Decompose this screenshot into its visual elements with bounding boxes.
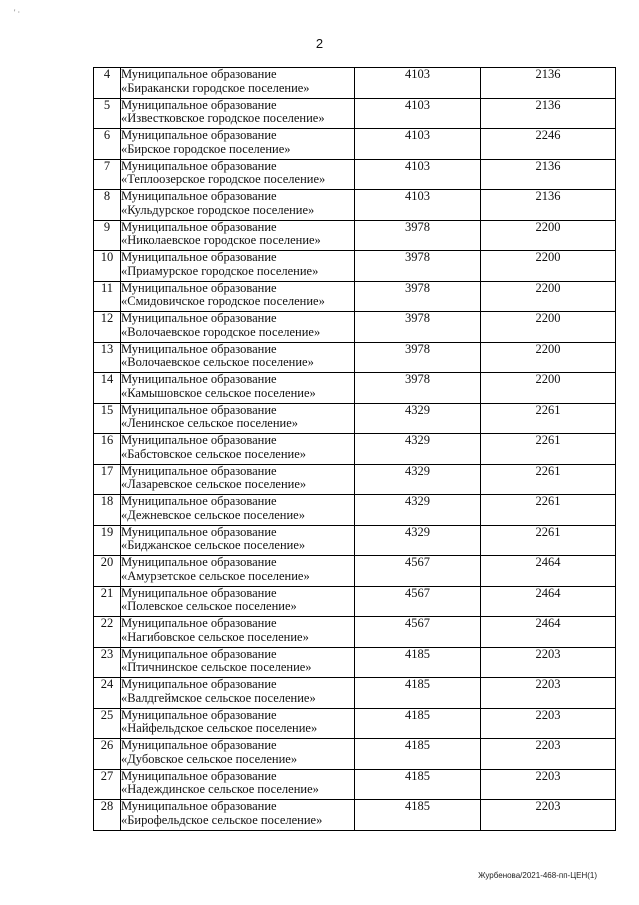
value-cell-2 bbox=[481, 647, 616, 678]
table-row bbox=[94, 403, 616, 434]
municipality-name: «Биджанское сельское поселение» bbox=[121, 538, 306, 552]
value-1: 3978 bbox=[405, 250, 430, 264]
value-1: 4185 bbox=[405, 646, 430, 661]
value-cell-1 bbox=[355, 98, 481, 129]
row-number: 9 bbox=[103, 219, 111, 234]
table-row bbox=[94, 190, 616, 221]
municipality-name-cell bbox=[121, 464, 355, 495]
municipality-name-cell bbox=[121, 739, 355, 770]
table-row bbox=[94, 373, 616, 404]
municipality-type: Муниципальное образование bbox=[121, 799, 277, 813]
municipality-type: Муниципальное образование bbox=[121, 128, 277, 142]
row-number-cell bbox=[94, 403, 121, 434]
municipality-type: Муниципальное образование bbox=[121, 738, 277, 752]
row-number: 21 bbox=[100, 585, 114, 600]
row-number: 7 bbox=[103, 158, 111, 173]
value-cell-1 bbox=[355, 708, 481, 739]
row-number-cell bbox=[94, 678, 121, 709]
municipality-name-cell bbox=[121, 220, 355, 251]
value-2: 2203 bbox=[535, 646, 561, 661]
value-cell-2 bbox=[481, 68, 616, 99]
value-cell-2 bbox=[481, 403, 616, 434]
municipality-name-cell bbox=[121, 800, 355, 831]
municipality-name-cell bbox=[121, 617, 355, 648]
municipality-name-cell bbox=[121, 98, 355, 129]
row-number-cell bbox=[94, 129, 121, 160]
value-cell-2 bbox=[481, 769, 616, 800]
municipality-name: «Волочаевское городское поселение» bbox=[121, 324, 321, 339]
row-number-cell bbox=[94, 220, 121, 251]
table-row bbox=[94, 312, 616, 343]
value-cell-1 bbox=[355, 678, 481, 709]
value-1: 4103 bbox=[405, 128, 430, 142]
value-cell-2 bbox=[481, 617, 616, 648]
value-cell-1 bbox=[355, 403, 481, 434]
value-1: 4185 bbox=[405, 738, 430, 752]
value-2: 2203 bbox=[535, 738, 561, 752]
municipality-name: «Бабстовское сельское поселение» bbox=[121, 446, 307, 461]
municipality-name-cell bbox=[121, 678, 355, 709]
municipality-name-cell bbox=[121, 129, 355, 160]
municipality-name: «Лазаревское сельское поселение» bbox=[121, 477, 307, 491]
row-number-cell bbox=[94, 342, 121, 373]
value-1: 4103 bbox=[405, 158, 430, 173]
value-2: 2136 bbox=[535, 158, 561, 173]
municipality-name-cell bbox=[121, 586, 355, 617]
value-cell-2 bbox=[481, 464, 616, 495]
municipality-name-cell bbox=[121, 495, 355, 526]
value-cell-2 bbox=[481, 220, 616, 251]
municipality-name-cell bbox=[121, 769, 355, 800]
municipality-name-cell bbox=[121, 434, 355, 465]
value-cell-1 bbox=[355, 68, 481, 99]
row-number-cell bbox=[94, 281, 121, 312]
row-number: 15 bbox=[100, 402, 114, 417]
municipality-name-cell bbox=[121, 556, 355, 587]
scan-corner-mark: ' · bbox=[14, 8, 21, 17]
municipality-name: «Ленинское сельское поселение» bbox=[121, 416, 299, 430]
value-2: 2261 bbox=[535, 463, 561, 478]
municipality-type: Муниципальное образование bbox=[121, 433, 277, 447]
municipality-name-cell bbox=[121, 525, 355, 556]
value-2: 2464 bbox=[535, 585, 561, 600]
row-number-cell bbox=[94, 617, 121, 648]
municipality-name: «Волочаевское сельское поселение» bbox=[121, 355, 314, 369]
table-row bbox=[94, 129, 616, 160]
municipality-type: Муниципальное образование bbox=[121, 616, 277, 630]
municipality-name: «Камышовское сельское поселение» bbox=[121, 385, 316, 400]
value-1: 4103 bbox=[405, 189, 430, 203]
value-1: 4567 bbox=[405, 585, 430, 600]
value-cell-2 bbox=[481, 678, 616, 709]
value-cell-1 bbox=[355, 129, 481, 160]
municipality-name: «Нагибовское сельское поселение» bbox=[121, 629, 309, 644]
value-1: 3978 bbox=[405, 311, 430, 325]
table-row bbox=[94, 159, 616, 190]
municipality-type: Муниципальное образование bbox=[121, 280, 277, 295]
row-number-cell bbox=[94, 68, 121, 99]
value-2: 2136 bbox=[535, 97, 561, 112]
municipality-name-cell bbox=[121, 281, 355, 312]
row-number: 20 bbox=[100, 555, 114, 569]
row-number: 18 bbox=[100, 494, 114, 508]
municipality-name: «Смидовичское городское поселение» bbox=[121, 294, 325, 308]
table-row bbox=[94, 525, 616, 556]
value-cell-1 bbox=[355, 769, 481, 800]
value-cell-1 bbox=[355, 281, 481, 312]
municipality-type: Муниципальное образование bbox=[121, 768, 277, 783]
municipality-name: «Николаевское городское поселение» bbox=[121, 233, 321, 247]
municipality-type: Муниципальное образование bbox=[121, 250, 277, 264]
table-row bbox=[94, 220, 616, 251]
value-cell-1 bbox=[355, 525, 481, 556]
row-number-cell bbox=[94, 769, 121, 800]
municipality-type: Муниципальное образование bbox=[121, 677, 277, 691]
municipality-name: «Известковское городское поселение» bbox=[121, 111, 325, 125]
municipality-name: «Бирофельдское сельское поселение» bbox=[121, 812, 323, 827]
value-2: 2261 bbox=[535, 524, 561, 539]
value-2: 2200 bbox=[535, 311, 561, 325]
value-cell-2 bbox=[481, 190, 616, 221]
document-footer-code: Журбенова/2021-468-пп-ЦЕН(1) bbox=[478, 871, 597, 880]
value-1: 4185 bbox=[405, 768, 430, 783]
value-1: 3978 bbox=[405, 219, 430, 234]
value-cell-2 bbox=[481, 739, 616, 770]
table-row bbox=[94, 617, 616, 648]
municipality-name: «Биракански городское поселение» bbox=[121, 80, 310, 95]
table-row bbox=[94, 68, 616, 99]
row-number: 6 bbox=[103, 128, 111, 142]
table-row bbox=[94, 434, 616, 465]
row-number: 14 bbox=[100, 372, 114, 386]
value-cell-1 bbox=[355, 220, 481, 251]
row-number-cell bbox=[94, 708, 121, 739]
row-number: 19 bbox=[100, 524, 114, 539]
row-number: 25 bbox=[100, 707, 114, 722]
row-number-cell bbox=[94, 373, 121, 404]
row-number: 16 bbox=[100, 433, 114, 447]
municipality-name: «Приамурское городское поселение» bbox=[121, 263, 319, 278]
municipality-type: Муниципальное образование bbox=[121, 311, 277, 325]
row-number: 4 bbox=[103, 67, 111, 81]
value-2: 2261 bbox=[535, 402, 561, 417]
value-cell-1 bbox=[355, 251, 481, 282]
value-2: 2464 bbox=[535, 616, 561, 630]
municipality-name: «Дубовское сельское поселение» bbox=[121, 751, 298, 766]
municipality-table bbox=[93, 67, 616, 831]
value-2: 2261 bbox=[535, 494, 561, 508]
table-row bbox=[94, 556, 616, 587]
value-2: 2200 bbox=[535, 372, 561, 386]
value-1: 4103 bbox=[405, 97, 430, 112]
municipality-name: «Дежневское сельское поселение» bbox=[121, 507, 305, 522]
row-number: 8 bbox=[103, 189, 111, 203]
row-number: 23 bbox=[100, 646, 114, 661]
municipality-name-cell bbox=[121, 647, 355, 678]
value-cell-2 bbox=[481, 98, 616, 129]
value-cell-1 bbox=[355, 739, 481, 770]
row-number-cell bbox=[94, 495, 121, 526]
municipality-type: Муниципальное образование bbox=[121, 524, 277, 539]
municipality-type: Муниципальное образование bbox=[121, 646, 277, 661]
value-1: 4329 bbox=[405, 433, 430, 447]
municipality-name: «Надеждинское сельское поселение» bbox=[121, 782, 319, 796]
value-cell-1 bbox=[355, 495, 481, 526]
row-number-cell bbox=[94, 159, 121, 190]
row-number-cell bbox=[94, 190, 121, 221]
value-cell-1 bbox=[355, 373, 481, 404]
value-1: 4103 bbox=[405, 67, 430, 81]
table-row bbox=[94, 586, 616, 617]
row-number-cell bbox=[94, 464, 121, 495]
value-cell-2 bbox=[481, 525, 616, 556]
value-1: 4185 bbox=[405, 677, 430, 691]
value-cell-1 bbox=[355, 434, 481, 465]
value-cell-1 bbox=[355, 647, 481, 678]
value-2: 2464 bbox=[535, 555, 561, 569]
municipality-name-cell bbox=[121, 251, 355, 282]
municipality-name-cell bbox=[121, 159, 355, 190]
value-1: 4329 bbox=[405, 402, 430, 417]
municipality-name: «Кульдурское городское поселение» bbox=[121, 202, 315, 217]
value-1: 3978 bbox=[405, 341, 430, 356]
value-cell-1 bbox=[355, 190, 481, 221]
row-number: 11 bbox=[100, 280, 114, 295]
municipality-name: «Бирское городское поселение» bbox=[121, 141, 291, 156]
value-1: 4185 bbox=[405, 707, 430, 722]
row-number: 17 bbox=[100, 463, 114, 478]
row-number: 22 bbox=[100, 616, 114, 630]
value-cell-1 bbox=[355, 159, 481, 190]
municipality-name-cell bbox=[121, 373, 355, 404]
value-1: 4329 bbox=[405, 524, 430, 539]
table-row bbox=[94, 708, 616, 739]
value-cell-2 bbox=[481, 800, 616, 831]
value-cell-1 bbox=[355, 556, 481, 587]
value-1: 4329 bbox=[405, 463, 430, 478]
table-row bbox=[94, 251, 616, 282]
table-row bbox=[94, 98, 616, 129]
value-cell-2 bbox=[481, 129, 616, 160]
value-cell-2 bbox=[481, 586, 616, 617]
municipality-type: Муниципальное образование bbox=[121, 67, 277, 81]
value-cell-2 bbox=[481, 495, 616, 526]
municipality-type: Муниципальное образование bbox=[121, 555, 277, 569]
value-2: 2200 bbox=[535, 341, 561, 356]
value-cell-1 bbox=[355, 586, 481, 617]
value-2: 2246 bbox=[535, 128, 561, 142]
municipality-type: Муниципальное образование bbox=[121, 97, 277, 112]
value-1: 4567 bbox=[405, 616, 430, 630]
row-number: 24 bbox=[100, 677, 114, 691]
value-2: 2200 bbox=[535, 250, 561, 264]
table-row bbox=[94, 464, 616, 495]
table-row bbox=[94, 800, 616, 831]
value-cell-2 bbox=[481, 373, 616, 404]
municipality-type: Муниципальное образование bbox=[121, 585, 277, 600]
municipality-type: Муниципальное образование bbox=[121, 158, 277, 173]
municipality-name: «Амурзетское сельское поселение» bbox=[121, 568, 310, 583]
table-row bbox=[94, 342, 616, 373]
value-1: 3978 bbox=[405, 280, 430, 295]
municipality-type: Муниципальное образование bbox=[121, 372, 277, 386]
value-cell-2 bbox=[481, 251, 616, 282]
value-cell-2 bbox=[481, 708, 616, 739]
row-number: 10 bbox=[100, 250, 114, 264]
value-2: 2261 bbox=[535, 433, 561, 447]
value-2: 2136 bbox=[535, 189, 561, 203]
table-row bbox=[94, 281, 616, 312]
municipality-type: Муниципальное образование bbox=[121, 463, 277, 478]
value-1: 4185 bbox=[405, 799, 430, 813]
value-2: 2200 bbox=[535, 219, 561, 234]
value-2: 2200 bbox=[535, 280, 561, 295]
municipality-name-cell bbox=[121, 68, 355, 99]
municipality-type: Муниципальное образование bbox=[121, 189, 277, 203]
value-1: 4567 bbox=[405, 555, 430, 569]
table-row bbox=[94, 495, 616, 526]
value-cell-2 bbox=[481, 434, 616, 465]
value-cell-2 bbox=[481, 159, 616, 190]
value-cell-1 bbox=[355, 617, 481, 648]
municipality-type: Муниципальное образование bbox=[121, 494, 277, 508]
municipality-type: Муниципальное образование bbox=[121, 341, 277, 356]
table-row bbox=[94, 769, 616, 800]
municipality-name: «Найфельдское сельское поселение» bbox=[121, 721, 318, 735]
value-cell-1 bbox=[355, 800, 481, 831]
value-1: 3978 bbox=[405, 372, 430, 386]
municipality-name-cell bbox=[121, 190, 355, 221]
value-2: 2136 bbox=[535, 67, 561, 81]
value-cell-2 bbox=[481, 312, 616, 343]
municipality-name-cell bbox=[121, 403, 355, 434]
municipality-type: Муниципальное образование bbox=[121, 707, 277, 722]
value-2: 2203 bbox=[535, 768, 561, 783]
row-number: 12 bbox=[100, 311, 114, 325]
row-number: 5 bbox=[103, 97, 111, 112]
row-number-cell bbox=[94, 251, 121, 282]
table-row bbox=[94, 739, 616, 770]
municipality-type: Муниципальное образование bbox=[121, 402, 277, 417]
row-number-cell bbox=[94, 586, 121, 617]
row-number: 27 bbox=[100, 768, 114, 783]
municipality-name: «Птичнинское сельское поселение» bbox=[121, 660, 312, 674]
row-number-cell bbox=[94, 556, 121, 587]
municipality-type: Муниципальное образование bbox=[121, 219, 277, 234]
value-cell-2 bbox=[481, 556, 616, 587]
value-cell-2 bbox=[481, 342, 616, 373]
value-2: 2203 bbox=[535, 707, 561, 722]
row-number-cell bbox=[94, 647, 121, 678]
table-row bbox=[94, 678, 616, 709]
municipality-name-cell bbox=[121, 708, 355, 739]
row-number-cell bbox=[94, 525, 121, 556]
row-number-cell bbox=[94, 98, 121, 129]
value-1: 4329 bbox=[405, 494, 430, 508]
row-number: 28 bbox=[100, 799, 114, 813]
row-number-cell bbox=[94, 312, 121, 343]
value-cell-1 bbox=[355, 342, 481, 373]
row-number-cell bbox=[94, 800, 121, 831]
value-cell-1 bbox=[355, 464, 481, 495]
municipality-name: «Валдгеймское сельское поселение» bbox=[121, 690, 316, 705]
value-2: 2203 bbox=[535, 799, 561, 813]
row-number: 13 bbox=[100, 341, 114, 356]
value-cell-1 bbox=[355, 312, 481, 343]
row-number: 26 bbox=[100, 738, 114, 752]
row-number-cell bbox=[94, 739, 121, 770]
municipality-name-cell bbox=[121, 342, 355, 373]
table-row bbox=[94, 647, 616, 678]
municipality-name: «Теплоозерское городское поселение» bbox=[121, 172, 326, 186]
row-number-cell bbox=[94, 434, 121, 465]
municipality-name: «Полевское сельское поселение» bbox=[121, 599, 297, 613]
value-2: 2203 bbox=[535, 677, 561, 691]
page-number: 2 bbox=[315, 36, 324, 51]
municipality-name-cell bbox=[121, 312, 355, 343]
value-cell-2 bbox=[481, 281, 616, 312]
